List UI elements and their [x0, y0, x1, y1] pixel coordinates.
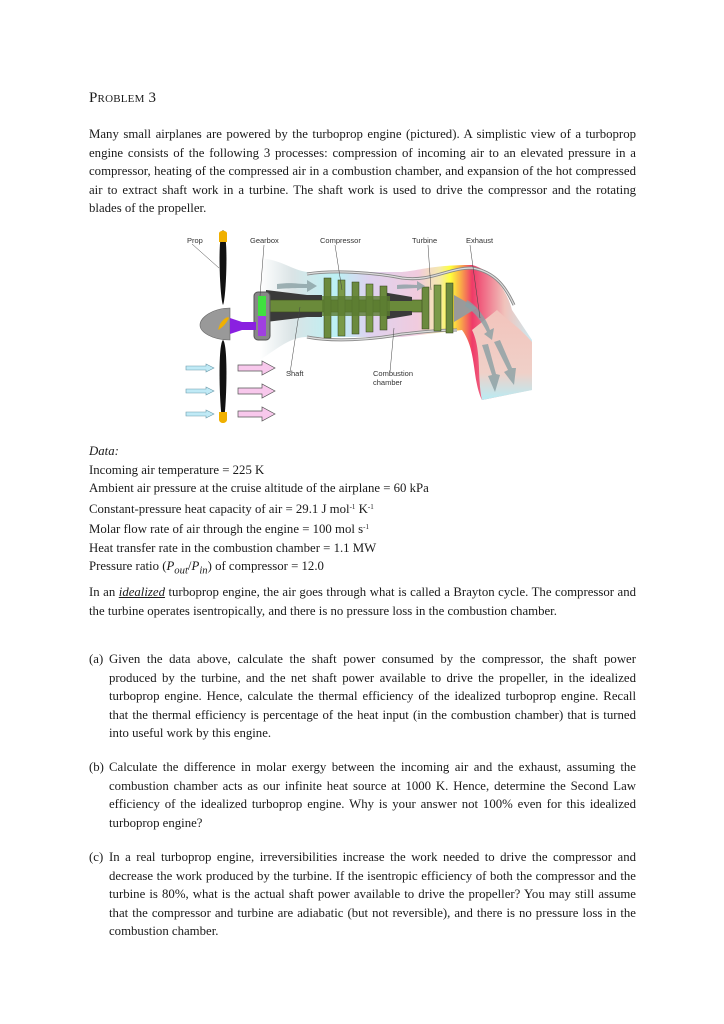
label-exhaust: Exhaust: [466, 236, 494, 245]
label-compressor: Compressor: [320, 236, 361, 245]
question-c: [89, 848, 636, 941]
inlet-arrows: [186, 364, 214, 418]
question-text: Given the data above, calculate the shaft power consumed by the compressor, the shaft power produced by the turbine, and the net shaft power available to drive the propeller, in the idealized turboprop engine. Hence, calculate the thermal efficiency of the idealized turboprop engine. Recall that the thermal efficiency is percentage of the heat input (in the combustion chamber) that is turned into useful work by this engine.: [109, 652, 636, 741]
data-list: [89, 461, 429, 581]
data-item-heat-rate: Heat transfer rate in the combustion chamber = 1.1 MW: [89, 540, 377, 555]
intro-paragraph: Many small airplanes are powered by the turboprop engine (pictured). A simplistic view of a turboprop engine consists of the following 3 processes: compression of incoming air to an elevated pressure in a compressor, heating of the compressed air in a combustion chamber, and expansion of the hot compressed air to extract shaft work in a turbine. The shaft work is used to drive the compressor and the rotating blades of the propeller.: [89, 127, 636, 216]
label-shaft: Shaft: [286, 369, 304, 378]
question-a: [89, 650, 636, 743]
problem-title: [89, 90, 156, 107]
brayton-paragraph: In an idealized turboprop engine, the air goes through what is called a Brayton cycle. The compressor and the turbine operates isentropically, and there is no pressure loss in the combustion chamber.: [89, 585, 636, 618]
prop-wash-arrows: [238, 361, 275, 421]
turboprop-diagram: [172, 230, 532, 445]
label-turbine: Turbine: [412, 236, 438, 245]
gearbox: [254, 292, 270, 340]
data-item-pressure: Ambient air pressure at the cruise altitude of the airplane = 60 kPa: [89, 481, 429, 496]
data-item-flow-rate: Molar flow rate of air through the engine = 100 mol $s^{-1}$: [89, 522, 369, 537]
data-heading: Data:: [89, 444, 119, 458]
question-b: [89, 758, 636, 832]
title-initial: P: [89, 90, 98, 106]
emphasis-idealized: idealized: [118, 585, 165, 599]
question-text: In a real turboprop engine, irreversibilities increase the work needed to drive the compressor and decrease the work produced by the turbine. If the isentropic efficiency of both the compressor and the turbine is 80%, what is the actual shaft power available to drive the propeller? You may still assume that the compressor and turbine are adiabatic (but not reversible), and there is no pressure loss in the combustion chamber.: [109, 850, 636, 939]
data-item-temperature: Incoming air temperature = 225 K: [89, 463, 265, 477]
question-label: (c): [89, 850, 104, 864]
label-combustion: Combustion: [373, 369, 414, 378]
label-prop: Prop: [187, 236, 203, 245]
question-label: (a): [89, 652, 104, 666]
data-item-heat-capacity: Constant-pressure heat capacity of air = 29.1 J mol$^{-1}$ $K^{-1}$: [89, 501, 374, 516]
label-gearbox: Gearbox: [250, 236, 279, 245]
question-text: Calculate the difference in molar exergy between the incoming air and the exhaust, assuming the combustion chamber acts as our infinite heat source at 1000 K. Hence, determine the Second Law efficiency of the idealized turboprop engine. Why is your answer not 100% even for this idealized turboprop engine?: [109, 760, 636, 830]
title-rest: roblem: [97, 90, 145, 106]
question-label: (b): [89, 760, 104, 774]
label-chamber: chamber: [373, 378, 403, 387]
data-item-pressure-ratio: Pressure ratio $(P_{out}/P_{in})$ of compressor = 12.0: [89, 559, 324, 577]
title-number: 3: [148, 90, 157, 106]
